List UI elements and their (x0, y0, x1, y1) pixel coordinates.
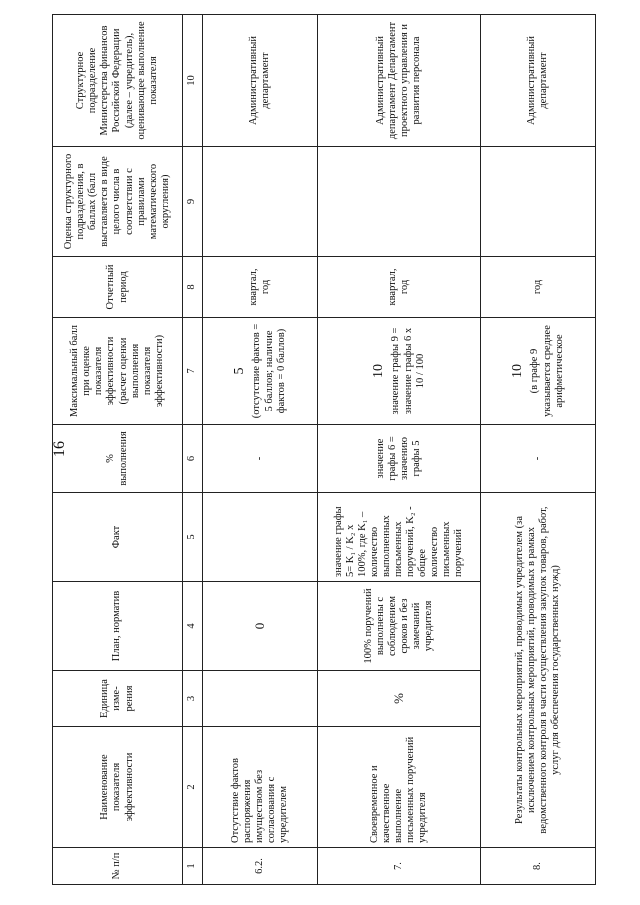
max-score-cell (318, 318, 481, 425)
indicator-name: Своевременное и качественное выполнение письменных поручений учредителя (318, 727, 481, 848)
max-score-cell (481, 318, 596, 425)
max-score-value: 5 (232, 367, 248, 375)
header-cell-score: Оценка структурного подразделения, в баллах (балл выставляется в виде целого числа в соответствии с правилами математического округления) (53, 147, 183, 257)
table-row (203, 15, 318, 885)
header-cell-fact: Факт (53, 493, 183, 582)
column-number: 8 (183, 257, 203, 318)
plan-cell: 100% поручений выполнены с соблюдением сроков и без замечаний учредителя (318, 582, 481, 671)
column-number: 5 (183, 493, 203, 582)
column-number: 7 (183, 318, 203, 425)
header-cell-period: Отчетный период (53, 257, 183, 318)
max-score-value: 10 (371, 364, 387, 378)
header-cell-num: № п/п (53, 848, 183, 885)
score-cell (203, 147, 318, 257)
column-number: 2 (183, 727, 203, 848)
page-number: 16 (51, 441, 68, 457)
department-cell: Административный департамент Департамент проектного управления и развития персонала (318, 15, 481, 147)
max-score-detail: (в графе 9 указывается среднее арифметическое (529, 325, 565, 417)
column-numbers-row (183, 15, 203, 885)
row-num: 6.2. (203, 848, 318, 885)
header-cell-max-score: Максимальный балл при оценке показателя эффективности (расчет оценки выполнения показателя эффективности) (53, 318, 183, 425)
percent-cell: - (203, 425, 318, 493)
column-number: 9 (183, 147, 203, 257)
department-cell: Административный департамент (481, 15, 596, 147)
header-cell-unit: Единица изме-рения (53, 671, 183, 727)
score-cell (318, 147, 481, 257)
table-row (318, 15, 481, 885)
efficiency-indicators-table (52, 14, 596, 885)
indicator-name: Результаты контрольных мероприятий, проводимых учредителем (за исключением контрольных мероприятий, проводимых в рамках ведомственного контроля в части осуществления закупок товаров, работ, услуг для обеспечения государственных нужд) (481, 493, 596, 848)
header-cell-plan: План, норматив (53, 582, 183, 671)
period-cell: год (481, 257, 596, 318)
score-cell (481, 147, 596, 257)
header-cell-percent: % выполнения (53, 425, 183, 493)
max-score-detail: (отсутствие фактов = 5 баллов; наличие фактов = 0 баллов) (251, 323, 287, 419)
unit-cell (203, 671, 318, 727)
header-row (53, 15, 183, 885)
department-cell: Административный департамент (203, 15, 318, 147)
indicator-name: Отсутствие фактов распоряжения имуществом без согласования с учредителем (203, 727, 318, 848)
column-number: 6 (183, 425, 203, 493)
header-cell-department: Структурное подразделение Министерства финансов Российской Федерации (далее – учредитель), оценивающее выполнение показателя (53, 15, 183, 147)
row-num: 8. (481, 848, 596, 885)
period-cell: квартал, год (203, 257, 318, 318)
max-score-cell (203, 318, 318, 425)
period-cell: квартал, год (318, 257, 481, 318)
max-score-detail: значение графы 9 = значение графы 6 x 10 / 100 (390, 327, 426, 415)
max-score-value: 10 (510, 364, 526, 378)
header-cell-name: Наименование показателя эффективности (53, 727, 183, 848)
fact-cell (203, 493, 318, 582)
unit-cell: % (318, 671, 481, 727)
percent-cell: - (481, 425, 596, 493)
column-number: 3 (183, 671, 203, 727)
row-num: 7. (318, 848, 481, 885)
fact-cell: значение графы 5= K₁ / K₂ x 100%, где K₁ – количество выполненных письменных поручений, K₂ - общее количество письменных поручений (318, 493, 481, 582)
column-number: 10 (183, 15, 203, 147)
percent-cell: значение графы 6 = значению графы 5 (318, 425, 481, 493)
table-row (481, 15, 596, 885)
plan-cell: 0 (203, 582, 318, 671)
column-number: 4 (183, 582, 203, 671)
column-number: 1 (183, 848, 203, 885)
